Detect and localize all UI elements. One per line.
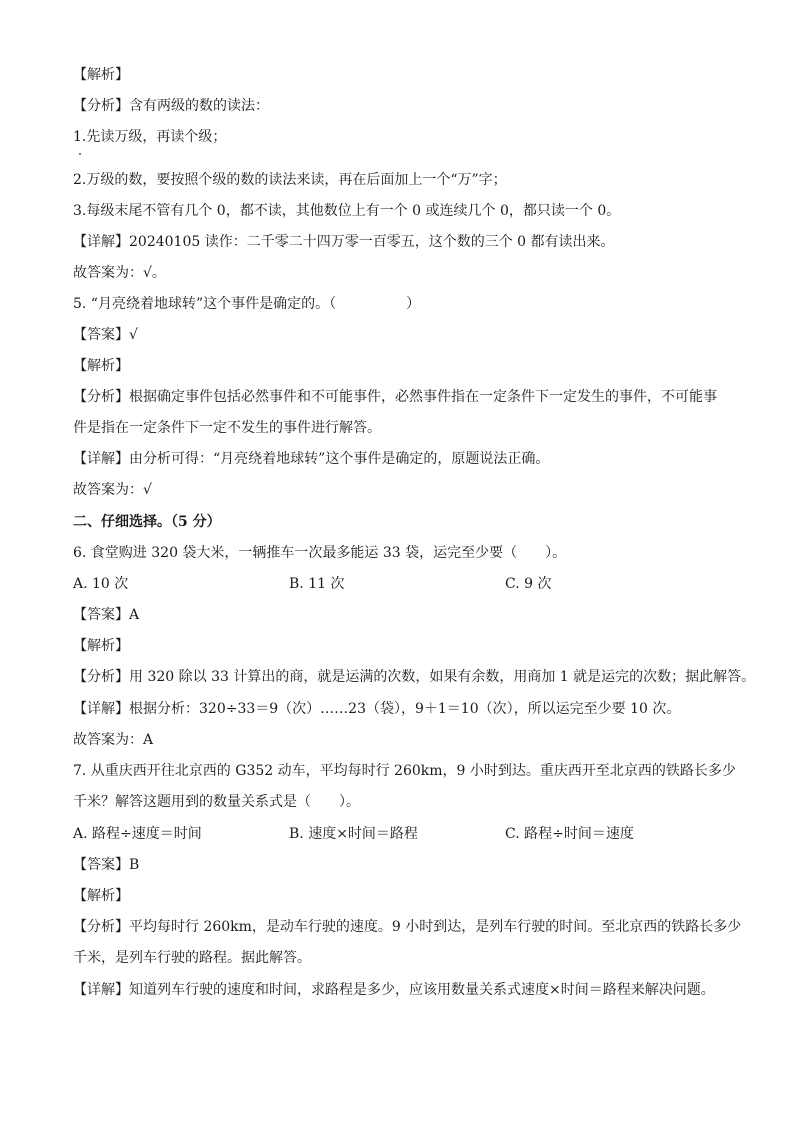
analysis-text: 【分析】平均每时行 260km，是动车行驶的速度。9 小时到达，是列车行驶的时间。至北京西的铁路长多少 <box>73 919 742 935</box>
question-6: 6. 食堂购进 320 袋大米，一辆推车一次最多能运 33 袋，运完至少要（ ）。 <box>73 545 567 561</box>
detail-text: 【详解】由分析可得：“月亮绕着地球转”这个事件是确定的，原题说法正确。 <box>73 451 550 467</box>
option-a: A. 10 次 <box>73 576 129 592</box>
answer-conclusion: 故答案为：√ <box>73 482 152 498</box>
question-5: 5. “月亮绕着地球转”这个事件是确定的。（ ） <box>73 296 421 312</box>
stray-dot <box>79 153 81 155</box>
detail-text: 【详解】知道列车行驶的速度和时间，求路程是多少，应该用数量关系式速度×时间＝路程来解决问题。 <box>73 982 715 998</box>
question-7: 7. 从重庆西开往北京西的 G352 动车，平均每时行 260km，9 小时到达。重庆西开至北京西的铁路长多少 <box>73 763 736 779</box>
option-b: B. 速度×时间＝路程 <box>289 826 418 842</box>
detail-text: 【详解】20240105 读作：二千零二十四万零一百零五，这个数的三个 0 都有读出来。 <box>73 234 615 250</box>
detail-text: 【详解】根据分析：320÷33＝9（次）……23（袋），9＋1＝10（次），所以运完至少要 10 次。 <box>73 701 681 717</box>
answer-conclusion: 故答案为：A <box>73 732 154 748</box>
answer-label: 【答案】B <box>73 857 140 873</box>
option-a: A. 路程÷速度＝时间 <box>73 826 202 842</box>
analysis-heading: 【解析】 <box>73 638 129 654</box>
analysis-text: 1.先读万级，再读个级； <box>73 129 227 145</box>
section-heading: 二、仔细选择。（5 分） <box>73 514 221 530</box>
analysis-text: 千米，是列车行驶的路程。据此解答。 <box>73 950 311 966</box>
analysis-heading: 【解析】 <box>73 888 129 904</box>
option-b: B. 11 次 <box>289 576 345 592</box>
analysis-text: 【分析】根据确定事件包括必然事件和不可能事件，必然事件指在一定条件下一定发生的事件，不可能事 <box>73 389 717 405</box>
option-c: C. 9 次 <box>505 576 552 592</box>
answer-label: 【答案】√ <box>73 327 138 343</box>
analysis-text: 【分析】用 320 除以 33 计算出的商，就是运满的次数，如果有余数，用商加 1 就是运完的次数；据此解答。 <box>73 669 756 685</box>
analysis-text: 3.每级末尾不管有几个 0，都不读，其他数位上有一个 0 或连续几个 0，都只读一个 0。 <box>73 203 621 219</box>
option-c: C. 路程÷时间＝速度 <box>505 826 634 842</box>
analysis-heading: 【解析】 <box>73 67 129 83</box>
analysis-heading: 【解析】 <box>73 358 129 374</box>
analysis-text: 2.万级的数，要按照个级的数的读法来读，再在后面加上一个“万”字； <box>73 172 507 188</box>
answer-label: 【答案】A <box>73 607 140 623</box>
question-7-continued: 千米？解答这题用到的数量关系式是（ ）。 <box>73 794 360 810</box>
analysis-text: 【分析】含有两级的数的读法： <box>73 98 269 114</box>
analysis-text: 件是指在一定条件下一定不发生的事件进行解答。 <box>73 420 381 436</box>
answer-conclusion: 故答案为：√。 <box>73 265 166 281</box>
